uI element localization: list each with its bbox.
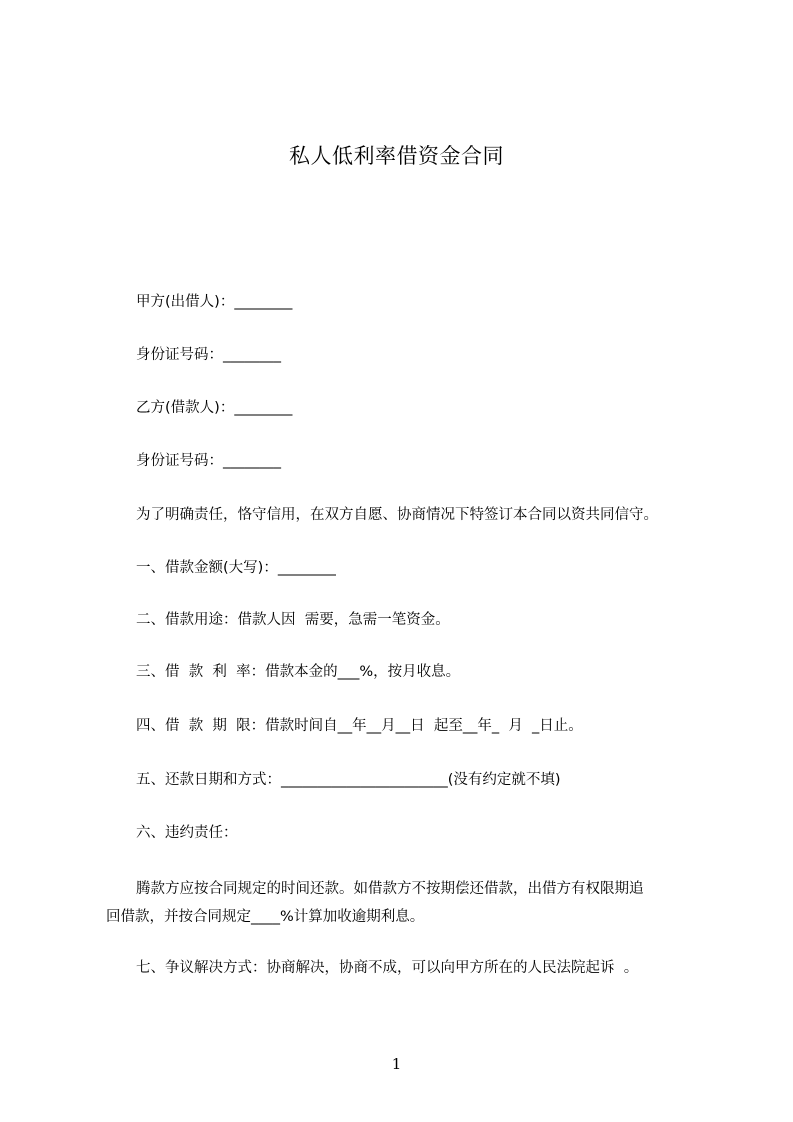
lender-line: 甲方(出借人)：________ [136, 294, 293, 310]
clause-dispute: 七、争议解决方式：协商解决，协商不成，可以向甲方所在的人民法院起诉 。 [136, 960, 639, 976]
clause-interest-rate: 三、借 款 利 率：借款本金的___%，按月收息。 [136, 664, 461, 680]
liability-paragraph-line2: 回借款，并按合同规定____%计算加收逾期利息。 [106, 909, 425, 925]
clause-purpose: 二、借款用途：借款人因 需要，急需一笔资金。 [136, 612, 450, 628]
clause-liability-heading: 六、违约责任： [136, 825, 238, 841]
liability-paragraph-line1: 腾款方应按合同规定的时间还款。如借款方不按期偿还借款，出借方有权限期追 [136, 881, 644, 897]
document-title: 私人低利率借资金合同 [289, 144, 504, 168]
borrower-line: 乙方(借款人)：________ [136, 400, 293, 416]
lender-id-line: 身份证号码：________ [136, 347, 281, 363]
page-number: 1 [391, 1055, 402, 1073]
liability-paragraph [106, 875, 706, 931]
clause-term: 四、借 款 期 限：借款时间自__年__月__日 起至__年_ 月 _日止。 [136, 718, 583, 734]
clause-repayment: 五、还款日期和方式：_______________________(没有约定就不填) [136, 772, 561, 788]
borrower-id-line: 身份证号码：________ [136, 453, 281, 469]
preamble-line: 为了明确责任，恪守信用，在双方自愿、协商情况下特签订本合同以资共同信守。 [136, 507, 658, 523]
clause-amount: 一、借款金额(大写)：________ [136, 560, 336, 576]
